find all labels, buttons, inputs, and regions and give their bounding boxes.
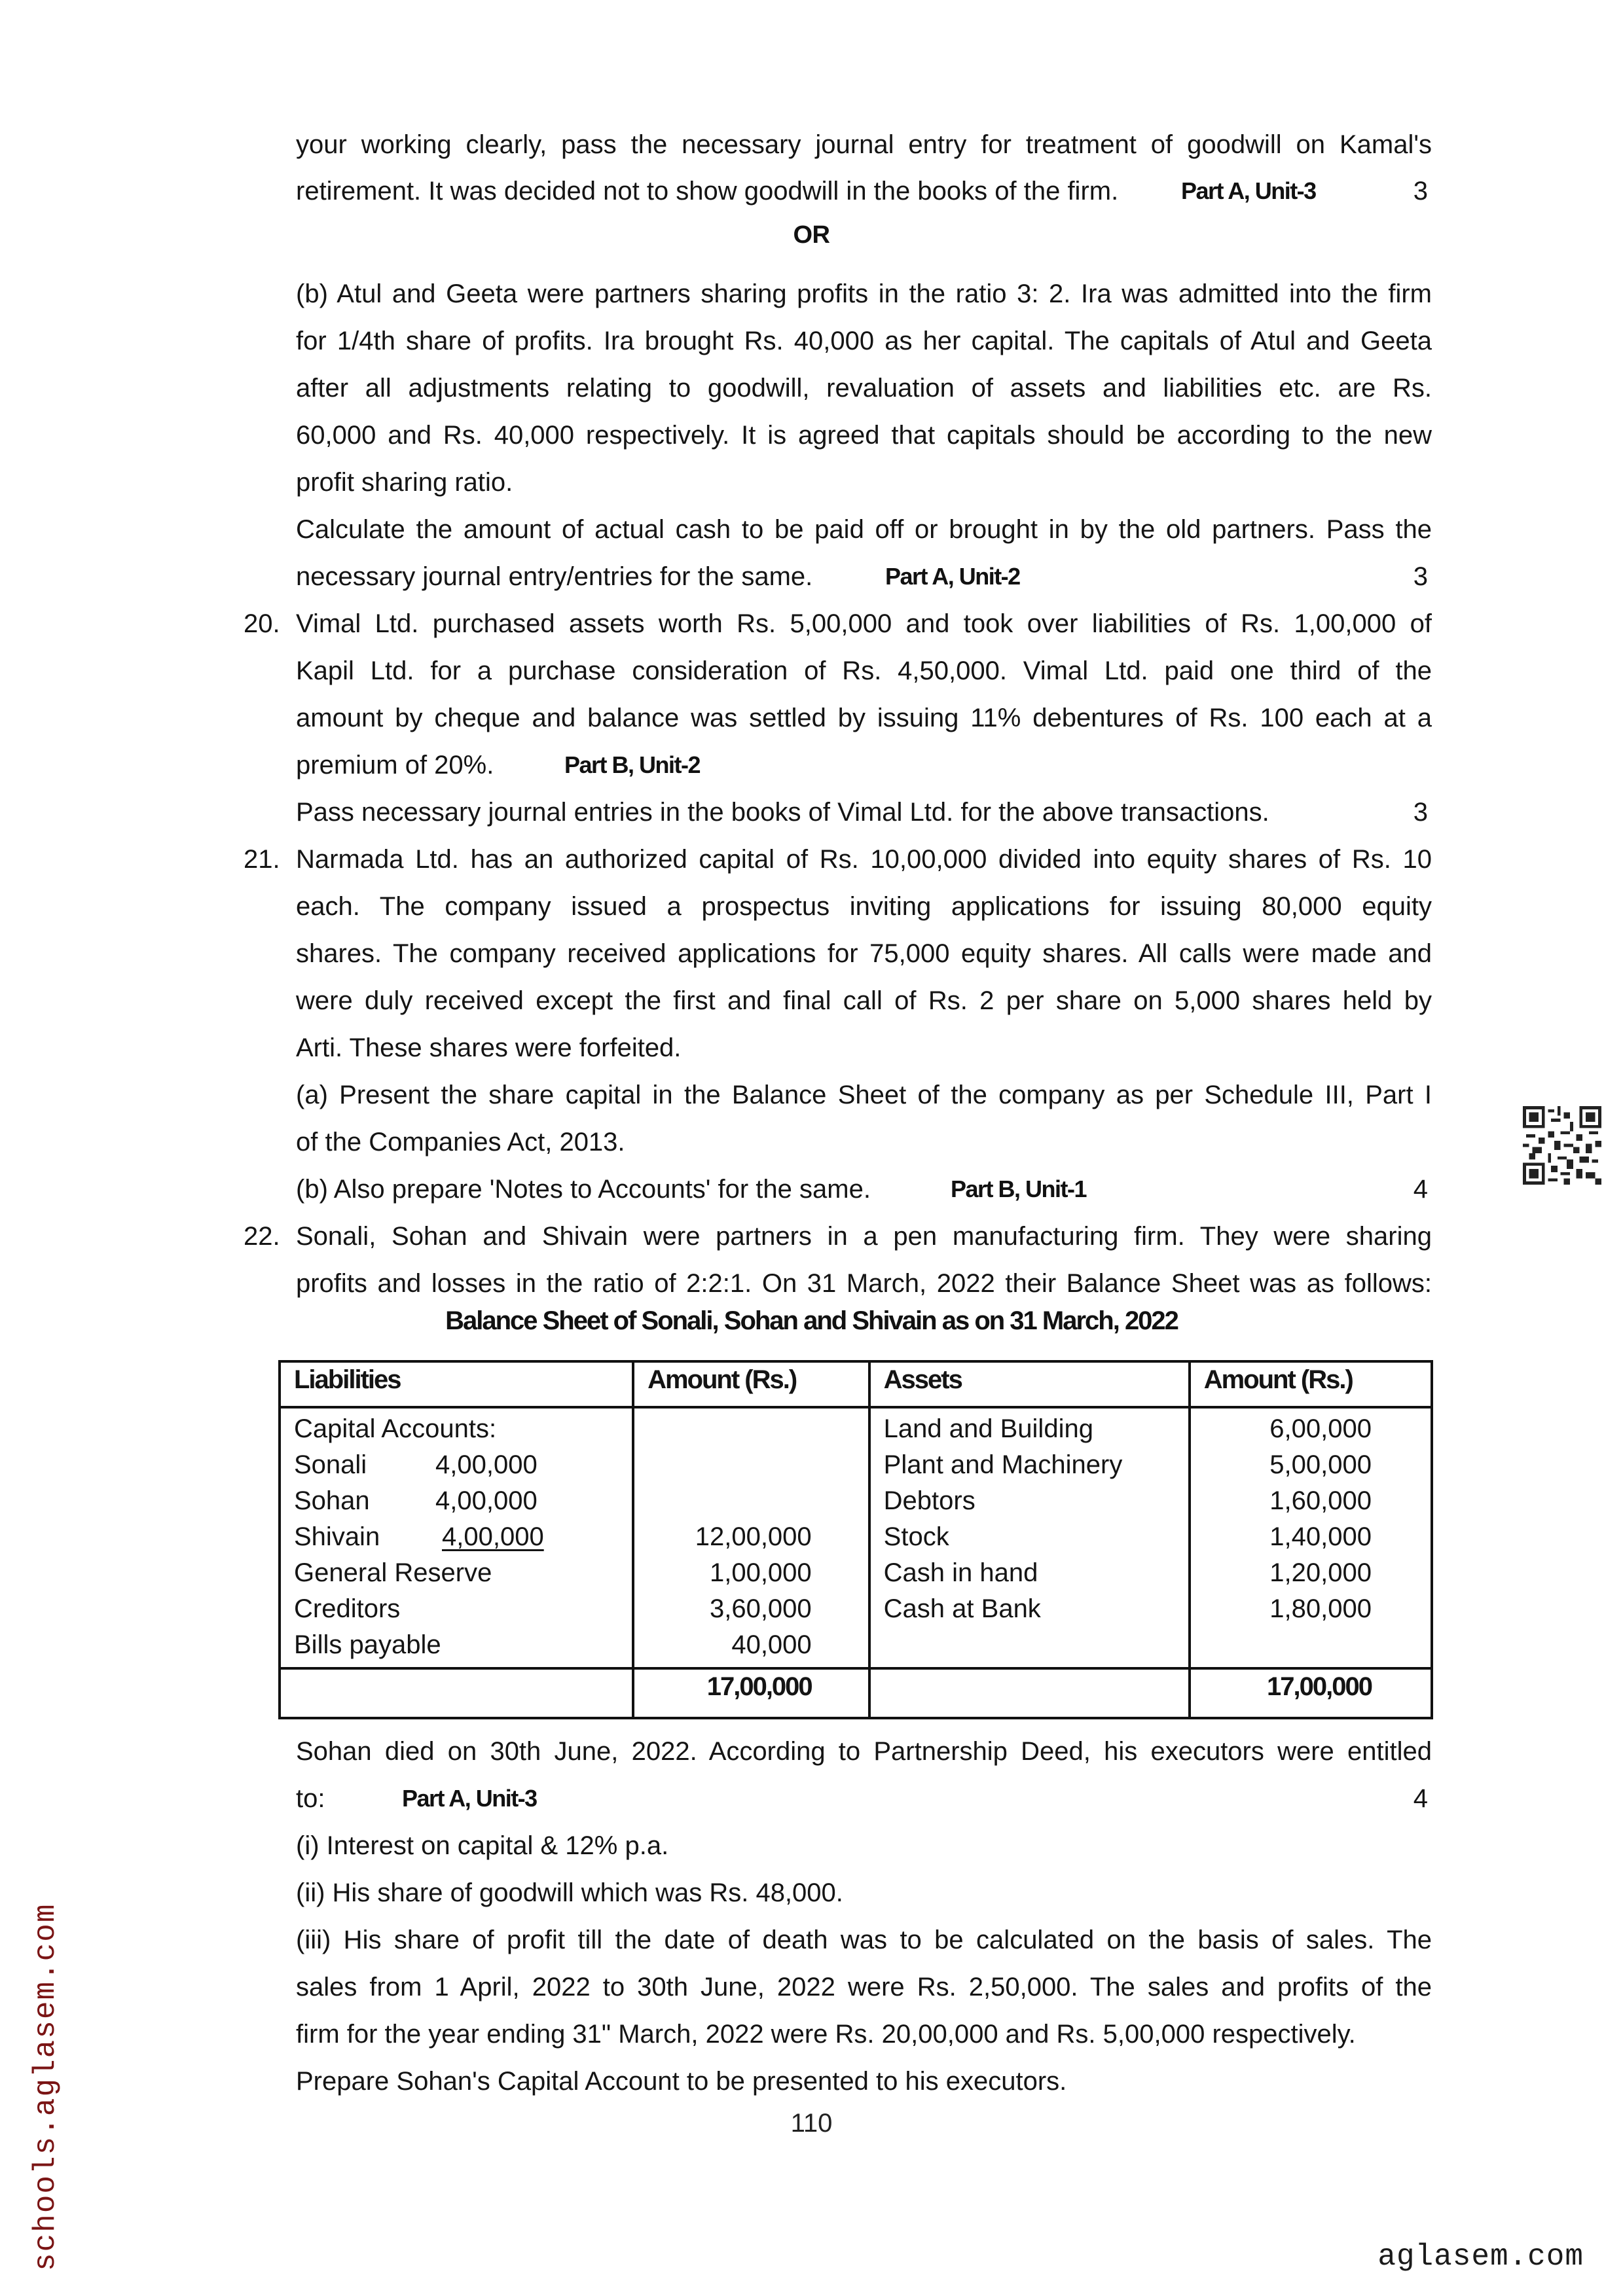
liabilities-total: 17,00,000	[633, 1668, 869, 1718]
capital-row-sohan	[294, 1483, 619, 1519]
or-separator: OR	[793, 221, 830, 249]
q21-line-8	[296, 1166, 1432, 1213]
q22-marks: 4	[1413, 1784, 1428, 1813]
q19b-line-6: Calculate the amount of actual cash to be paid off or brought in by the old partners. Pass the	[296, 515, 1432, 544]
asset-name: Cash at Bank	[883, 1594, 1041, 1623]
liability-amount: 40,000	[731, 1630, 812, 1659]
asset-amount: 1,60,000	[1269, 1486, 1372, 1515]
q19b-line-4: 60,000 and Rs. 40,000 respectively. It is agreed that capitals should be according to the new	[296, 421, 1432, 450]
q20-line-5	[296, 789, 1432, 836]
asset-amount: 1,80,000	[1269, 1594, 1372, 1623]
liability-amount: 3,60,000	[709, 1594, 812, 1623]
q22-line-1: Sonali, Sohan and Shivain were partners in a pen manufacturing firm. They were sharing	[296, 1222, 1432, 1251]
watermark-right: aglasem.com	[1377, 2240, 1584, 2274]
capital-name: Sonali	[294, 1450, 367, 1479]
watermark-left: schools.aglasem.com	[29, 1903, 63, 2271]
q20-line-2: Kapil Ltd. for a purchase consideration of Rs. 4,50,000. Vimal Ltd. paid one third of the	[296, 656, 1432, 685]
liabilities-amount-cell	[633, 1407, 869, 1668]
q19b-line-7-text: necessary journal entry/entries for the same.	[296, 562, 813, 591]
capital-amount: 4,00,000	[435, 1450, 538, 1479]
q22-condition-4: sales from 1 April, 2022 to 30th June, 2022 were Rs. 2,50,000. The sales and profits of the	[296, 1973, 1432, 2001]
q19b-line-3: after all adjustments relating to goodwill, revaluation of assets and liabilities etc. are Rs.	[296, 374, 1432, 403]
balance-sheet-total-row	[280, 1668, 1432, 1718]
q20-line-4-text: premium of 20%.	[296, 751, 494, 780]
q21-line-3: shares. The company received applications for 75,000 equity shares. All calls were made and	[296, 939, 1432, 968]
q19-marks: 3	[1413, 177, 1428, 206]
header-assets-amount: Amount (Rs.)	[1190, 1361, 1432, 1407]
assets-cell	[869, 1407, 1190, 1668]
q19b-line-1: (b) Atul and Geeta were partners sharing profits in the ratio 3: 2. Ira was admitted into the firm	[296, 279, 1432, 308]
liability-name: Creditors	[294, 1594, 401, 1623]
q20-line-5-text: Pass necessary journal entries in the books of Vimal Ltd. for the above transactions.	[296, 798, 1269, 827]
asset-amount: 6,00,000	[1269, 1414, 1372, 1443]
q19b-line-2: for 1/4th share of profits. Ira brought Rs. 40,000 as her capital. The capitals of Atul and Geeta	[296, 327, 1432, 355]
header-assets: Assets	[869, 1361, 1190, 1407]
q21-line-7: of the Companies Act, 2013.	[296, 1128, 625, 1157]
liability-name: General Reserve	[294, 1558, 492, 1587]
capital-name: Sohan	[294, 1486, 370, 1515]
capital-amount: 4,00,000	[435, 1486, 538, 1515]
q19b-marks: 3	[1413, 562, 1428, 591]
q22-condition-5: firm for the year ending 31" March, 2022 were Rs. 20,00,000 and Rs. 5,00,000 respectively.	[296, 2020, 1356, 2049]
balance-sheet-header-row	[280, 1361, 1432, 1407]
q22-number: 22.	[244, 1222, 280, 1251]
q19-line-2-text: retirement. It was decided not to show goodwill in the books of the firm.	[296, 177, 1119, 206]
q20-unit-tag: Part B, Unit-2	[564, 751, 701, 778]
q21-number: 21.	[244, 845, 280, 874]
total-blank-right	[869, 1668, 1190, 1718]
q21-marks: 4	[1413, 1175, 1428, 1204]
asset-name: Plant and Machinery	[883, 1450, 1123, 1479]
q22-unit-tag: Part A, Unit-3	[402, 1785, 537, 1812]
assets-amount-cell	[1190, 1407, 1432, 1668]
q21-unit-tag: Part B, Unit-1	[951, 1175, 1087, 1202]
q21-line-8-text: (b) Also prepare 'Notes to Accounts' for the same.	[296, 1175, 871, 1204]
liability-amount: 1,00,000	[709, 1558, 812, 1587]
asset-name: Land and Building	[883, 1414, 1093, 1443]
page-number: 110	[790, 2109, 833, 2138]
asset-amount: 1,40,000	[1269, 1522, 1372, 1551]
liability-name: Bills payable	[294, 1630, 441, 1659]
asset-amount: 1,20,000	[1269, 1558, 1372, 1587]
capital-row-sonali	[294, 1447, 619, 1483]
q20-line-3: amount by cheque and balance was settled by issuing 11% debentures of Rs. 100 each at a	[296, 704, 1432, 732]
capital-name: Shivain	[294, 1522, 380, 1551]
asset-name: Stock	[883, 1522, 949, 1551]
q22-after-line-1: Sohan died on 30th June, 2022. According to Partnership Deed, his executors were entitled	[296, 1737, 1432, 1766]
qr-code-icon	[1523, 1106, 1601, 1185]
total-blank-left	[280, 1668, 633, 1718]
assets-total: 17,00,000	[1190, 1668, 1432, 1718]
q19-unit-tag: Part A, Unit-3	[1181, 177, 1316, 204]
header-liabilities: Liabilities	[280, 1361, 633, 1407]
asset-name: Cash in hand	[883, 1558, 1038, 1587]
q19b-unit-tag: Part A, Unit-2	[885, 563, 1020, 590]
header-liabilities-amount: Amount (Rs.)	[633, 1361, 869, 1407]
asset-amount: 5,00,000	[1269, 1450, 1372, 1479]
q21-line-1: Narmada Ltd. has an authorized capital of Rs. 10,00,000 divided into equity shares of Rs. 10	[296, 845, 1432, 874]
q21-line-5: Arti. These shares were forfeited.	[296, 1033, 682, 1062]
balance-sheet-title: Balance Sheet of Sonali, Sohan and Shivain as on 31 March, 2022	[445, 1306, 1178, 1335]
q22-instruction: Prepare Sohan's Capital Account to be presented to his executors.	[296, 2067, 1067, 2096]
q22-condition-1: (i) Interest on capital & 12% p.a.	[296, 1831, 669, 1860]
balance-sheet-table	[278, 1360, 1433, 1719]
q21-line-4: were duly received except the first and final call of Rs. 2 per share on 5,000 shares held by	[296, 986, 1432, 1015]
capital-amount-underlined	[435, 1519, 544, 1555]
capital-amount: 4,00,000	[442, 1522, 544, 1551]
q20-line-4	[296, 742, 1432, 789]
asset-name: Debtors	[883, 1486, 976, 1515]
q19-line-2	[296, 168, 1432, 215]
q22-condition-2: (ii) His share of goodwill which was Rs. 48,000.	[296, 1878, 843, 1907]
balance-sheet-body-row	[280, 1407, 1432, 1668]
q21-line-6: (a) Present the share capital in the Balance Sheet of the company as per Schedule III, Part I	[296, 1081, 1432, 1109]
capital-total-amount: 12,00,000	[695, 1522, 812, 1551]
q22-after-line-2	[296, 1775, 1432, 1822]
q22-after-line-2-text: to:	[296, 1784, 325, 1813]
q20-number: 20.	[244, 609, 280, 638]
capital-row-shivain	[294, 1519, 619, 1555]
q22-condition-3: (iii) His share of profit till the date of death was to be calculated on the basis of sales. The	[296, 1926, 1432, 1954]
capital-accounts-heading: Capital Accounts:	[294, 1414, 497, 1443]
q21-line-2: each. The company issued a prospectus inviting applications for issuing 80,000 equity	[296, 892, 1432, 921]
liabilities-cell	[280, 1407, 633, 1668]
q19b-line-7	[296, 553, 1432, 600]
q22-line-2: profits and losses in the ratio of 2:2:1. On 31 March, 2022 their Balance Sheet was as follows:	[296, 1269, 1432, 1298]
q19b-line-5: profit sharing ratio.	[296, 468, 513, 497]
q20-line-1: Vimal Ltd. purchased assets worth Rs. 5,00,000 and took over liabilities of Rs. 1,00,000 of	[296, 609, 1432, 638]
q19-line-1: your working clearly, pass the necessary journal entry for treatment of goodwill on Kamal's	[296, 130, 1432, 159]
q20-marks: 3	[1413, 798, 1428, 827]
